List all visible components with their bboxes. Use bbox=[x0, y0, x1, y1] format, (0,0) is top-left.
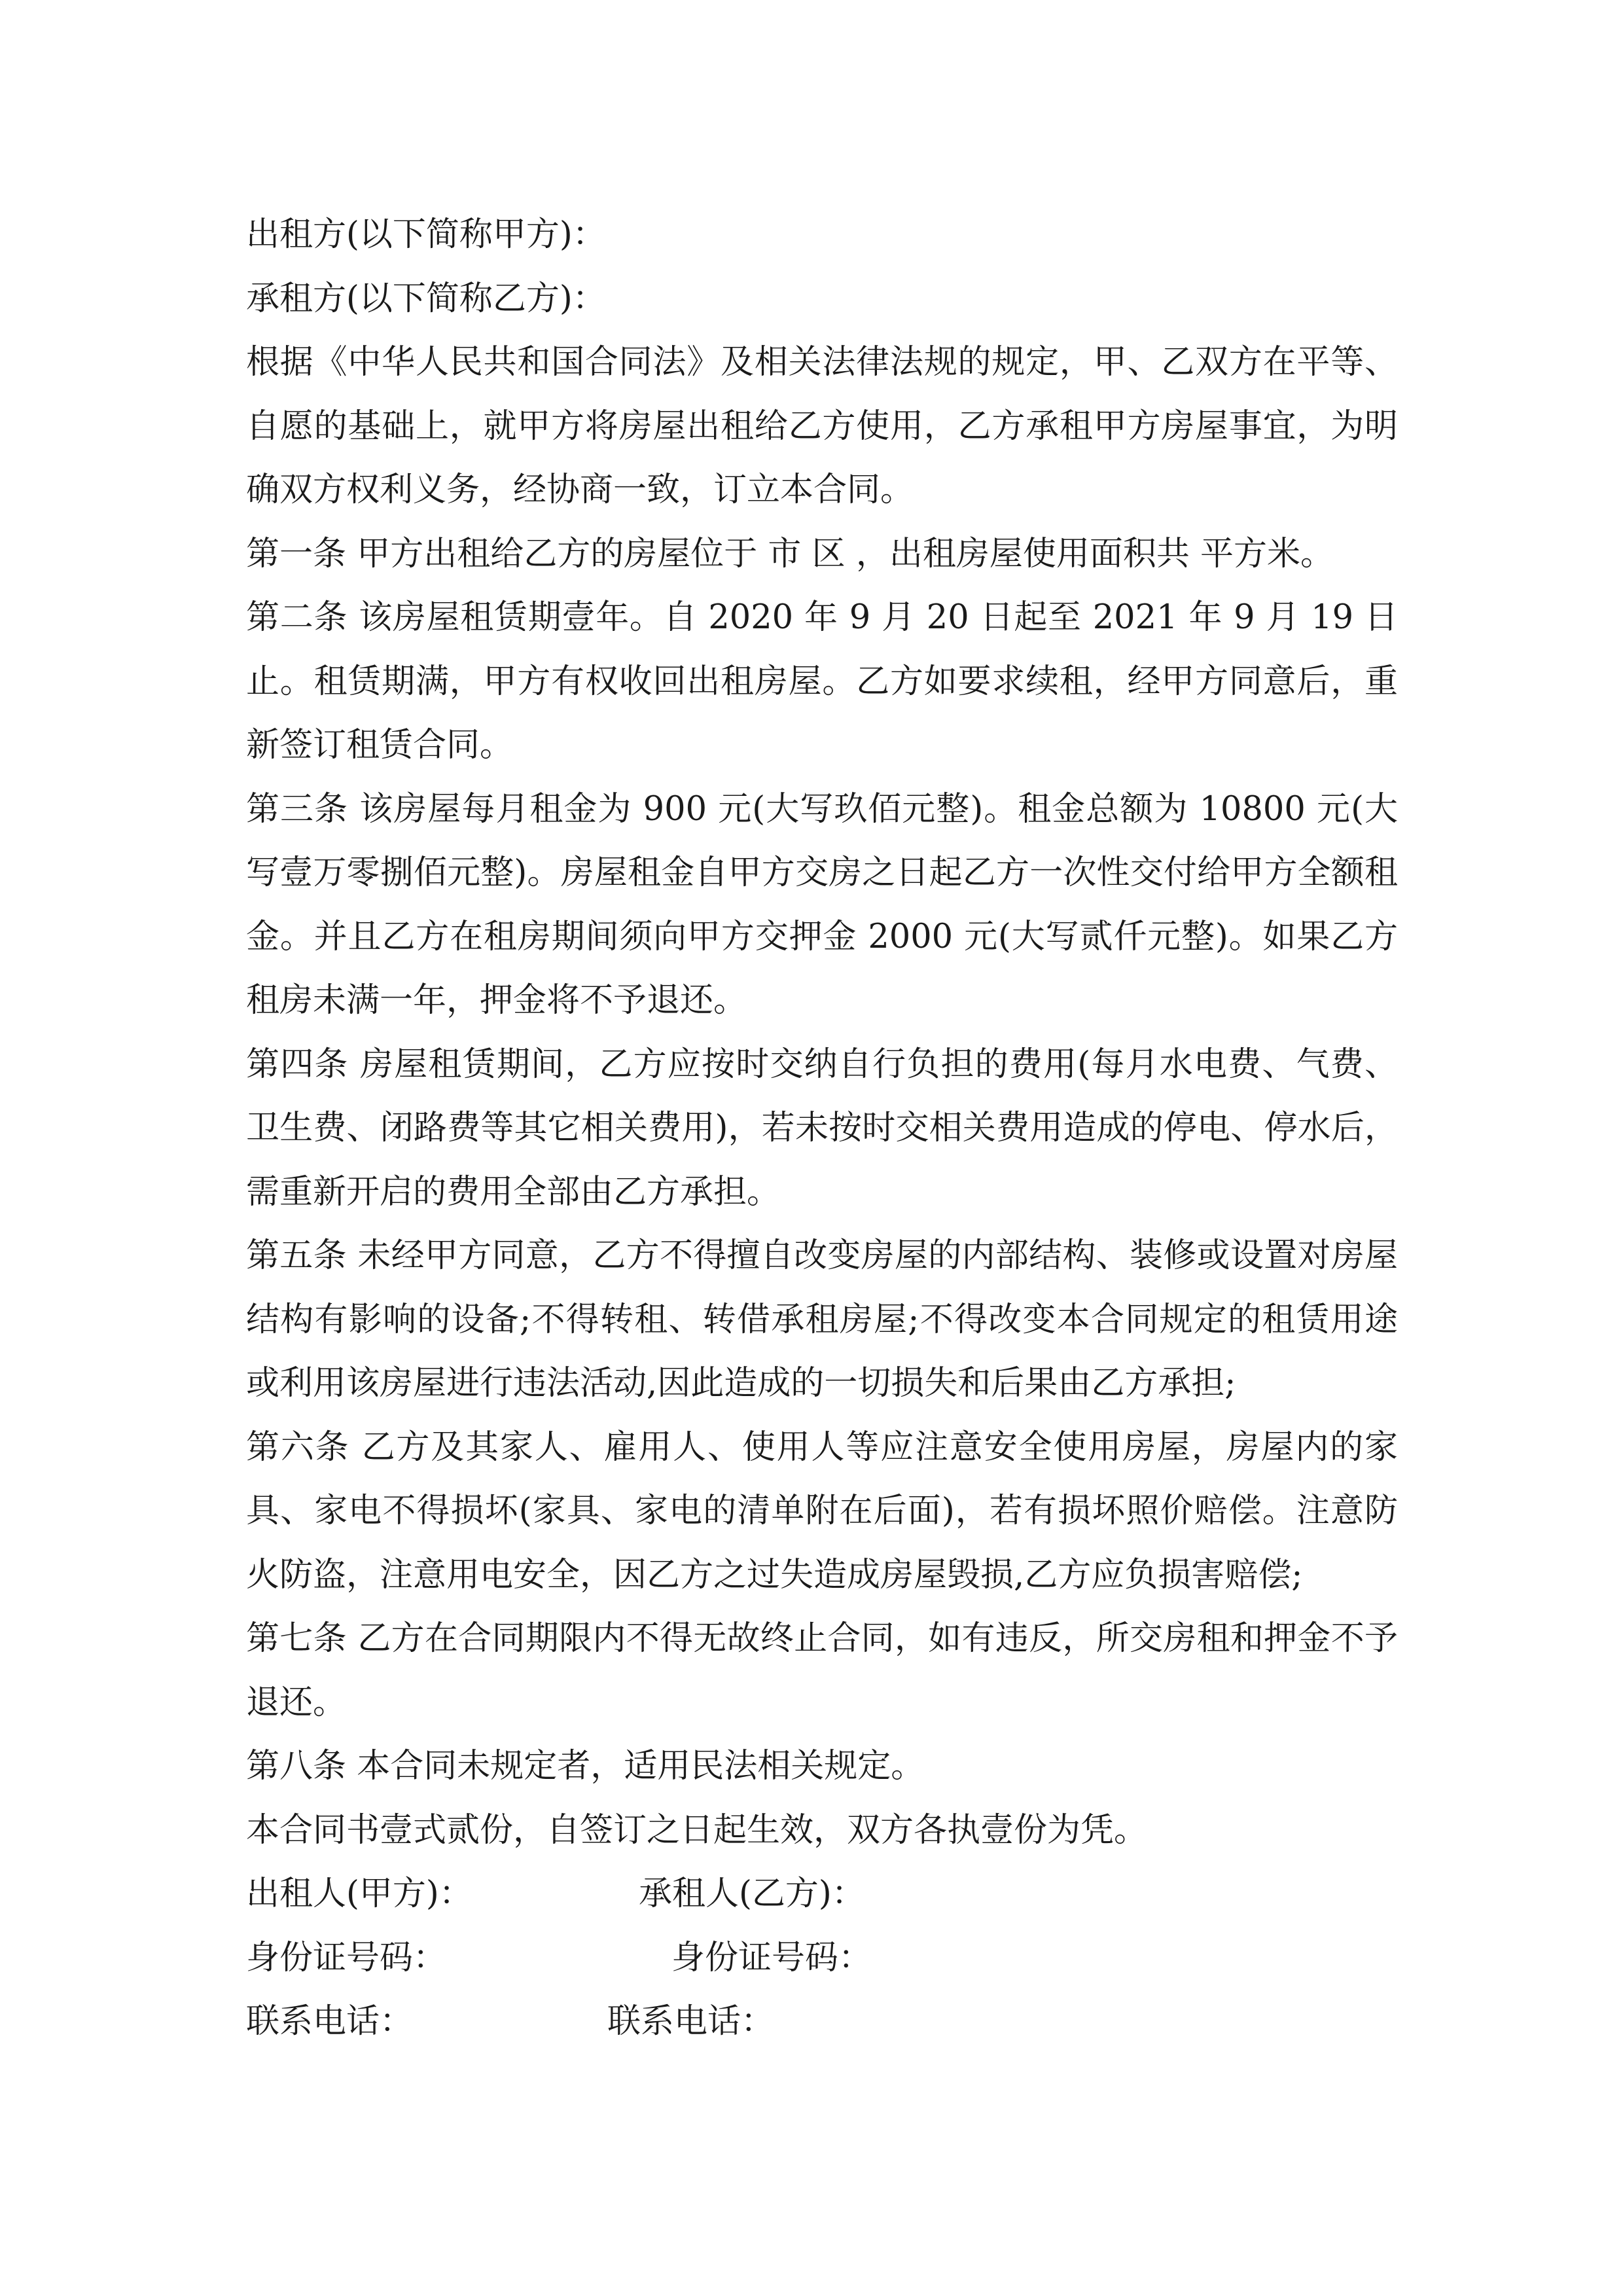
lessor-phone-label: 联系电话： bbox=[246, 2002, 414, 2041]
contract-body bbox=[246, 203, 1398, 2054]
lessee-line: 承租方(以下简称乙方)： bbox=[246, 279, 606, 318]
lessor-id-label: 身份证号码： bbox=[246, 1938, 447, 1977]
article-4: 第四条 房屋租赁期间，乙方应按时交纳自行负担的费用(每月水电费、气费、卫生费、闭路费等其它相关费用)，若未按时交相关费用造成的停电、停水后，需重新开启的费用全部由乙方承担。 bbox=[246, 1045, 1398, 1211]
lessee-signature-label: 承租人(乙方)： bbox=[639, 1874, 865, 1913]
lessee-phone-label: 联系电话： bbox=[607, 2002, 775, 2041]
lessee-id-label: 身份证号码： bbox=[671, 1938, 872, 1977]
phone-row bbox=[246, 1990, 1398, 2054]
article-2: 第二条 该房屋租赁期壹年。自 2020 年 9 月 20 日起至 2021 年 9 月 19 日止。租赁期满，甲方有权收回出租房屋。乙方如要求续租，经甲方同意后，重新签订租赁合同。 bbox=[246, 598, 1398, 764]
lessor-line: 出租方(以下简称甲方)： bbox=[246, 215, 606, 254]
article-8: 第八条 本合同未规定者，适用民法相关规定。 bbox=[246, 1747, 925, 1785]
article-5: 第五条 未经甲方同意，乙方不得擅自改变房屋的内部结构、装修或设置对房屋结构有影响的设备;不得转租、转借承租房屋;不得改变本合同规定的租赁用途或利用该房屋进行违法活动,因此造成的一切损失和后果由乙方承担; bbox=[246, 1236, 1398, 1403]
article-3: 第三条 该房屋每月租金为 900 元(大写玖佰元整)。租金总额为 10800 元(大写壹万零捌佰元整)。房屋租金自甲方交房之日起乙方一次性交付给甲方全额租金。并且乙方在租房期间须向甲方交押金 2000 元(大写贰仟元整)。如果乙方租房未满一年，押金将不予退还。 bbox=[246, 789, 1398, 1020]
preamble-paragraph: 根据《中华人民共和国合同法》及相关法律法规的规定，甲、乙双方在平等、自愿的基础上，就甲方将房屋出租给乙方使用，乙方承租甲方房屋事宜，为明确双方权利义务，经协商一致，订立本合同。 bbox=[246, 343, 1398, 509]
closing-statement: 本合同书壹式贰份，自签订之日起生效，双方各执壹份为凭。 bbox=[246, 1810, 1148, 1850]
signature-row bbox=[246, 1862, 1398, 1926]
article-6: 第六条 乙方及其家人、雇用人、使用人等应注意安全使用房屋，房屋内的家具、家电不得损坏(家具、家电的清单附在后面)，若有损坏照价赔偿。注意防火防盗，注意用电安全，因乙方之过失造成房屋毁损,乙方应负损害赔偿; bbox=[246, 1427, 1398, 1594]
id-number-row bbox=[246, 1926, 1398, 1990]
article-1: 第一条 甲方出租给乙方的房屋位于 市 区 ，出租房屋使用面积共 平方米。 bbox=[246, 534, 1334, 573]
lessor-signature-label: 出租人(甲方)： bbox=[246, 1874, 473, 1913]
article-7: 第七条 乙方在合同期限内不得无故终止合同，如有违反，所交房租和押金不予退还。 bbox=[246, 1619, 1398, 1722]
